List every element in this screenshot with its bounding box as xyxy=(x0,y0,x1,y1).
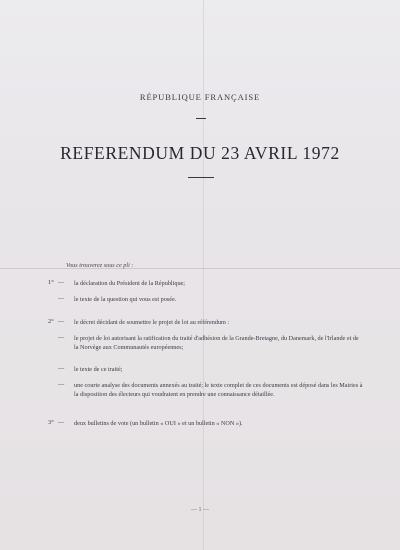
item-text: une courte analyse des documents annexés au traité; le texte complet de ces documents est déposé dans les Mairies à la disposition des électeurs qui voudraient en prendre une connaissance détaillée. xyxy=(74,382,363,399)
item-number: 2° xyxy=(48,318,54,325)
item-dash: — xyxy=(58,295,65,302)
item-dash: — xyxy=(58,419,65,426)
paper-fold-vertical xyxy=(203,0,204,550)
heading-rule xyxy=(196,118,206,119)
item-dash: — xyxy=(58,381,65,388)
document-title: REFERENDUM DU 23 AVRIL 1972 xyxy=(60,143,340,163)
item-text: le texte de la question qui vous est posée. xyxy=(74,296,177,303)
item-number: 3° xyxy=(48,419,54,426)
page-number: — 1 — xyxy=(191,507,209,513)
item-dash: — xyxy=(58,318,65,325)
item-number: 1° xyxy=(48,279,54,286)
item-text: le projet de loi autorisant la ratification du traité d'adhésion de la Grande-Bretagne, du Danemark, de l'Irlande et de la Norvège aux Communautés européennes; xyxy=(74,335,359,352)
item-dash: — xyxy=(58,365,65,372)
republic-heading: RÉPUBLIQUE FRANÇAISE xyxy=(139,92,261,102)
item-dash: — xyxy=(58,334,65,341)
item-text: le décret décidant de soumettre le projet de loi au référendum : xyxy=(74,319,230,326)
intro-text: Vous trouverez sous ce pli : xyxy=(66,262,134,269)
item-text: le texte de ce traité; xyxy=(74,366,123,373)
item-text: la déclaration du Président de la République; xyxy=(74,280,185,287)
title-rule xyxy=(188,177,214,178)
item-text: deux bulletins de vote (un bulletin « OUI » et un bulletin « NON »). xyxy=(74,420,243,427)
item-dash: — xyxy=(58,279,65,286)
paper-fold-horizontal xyxy=(0,268,400,269)
